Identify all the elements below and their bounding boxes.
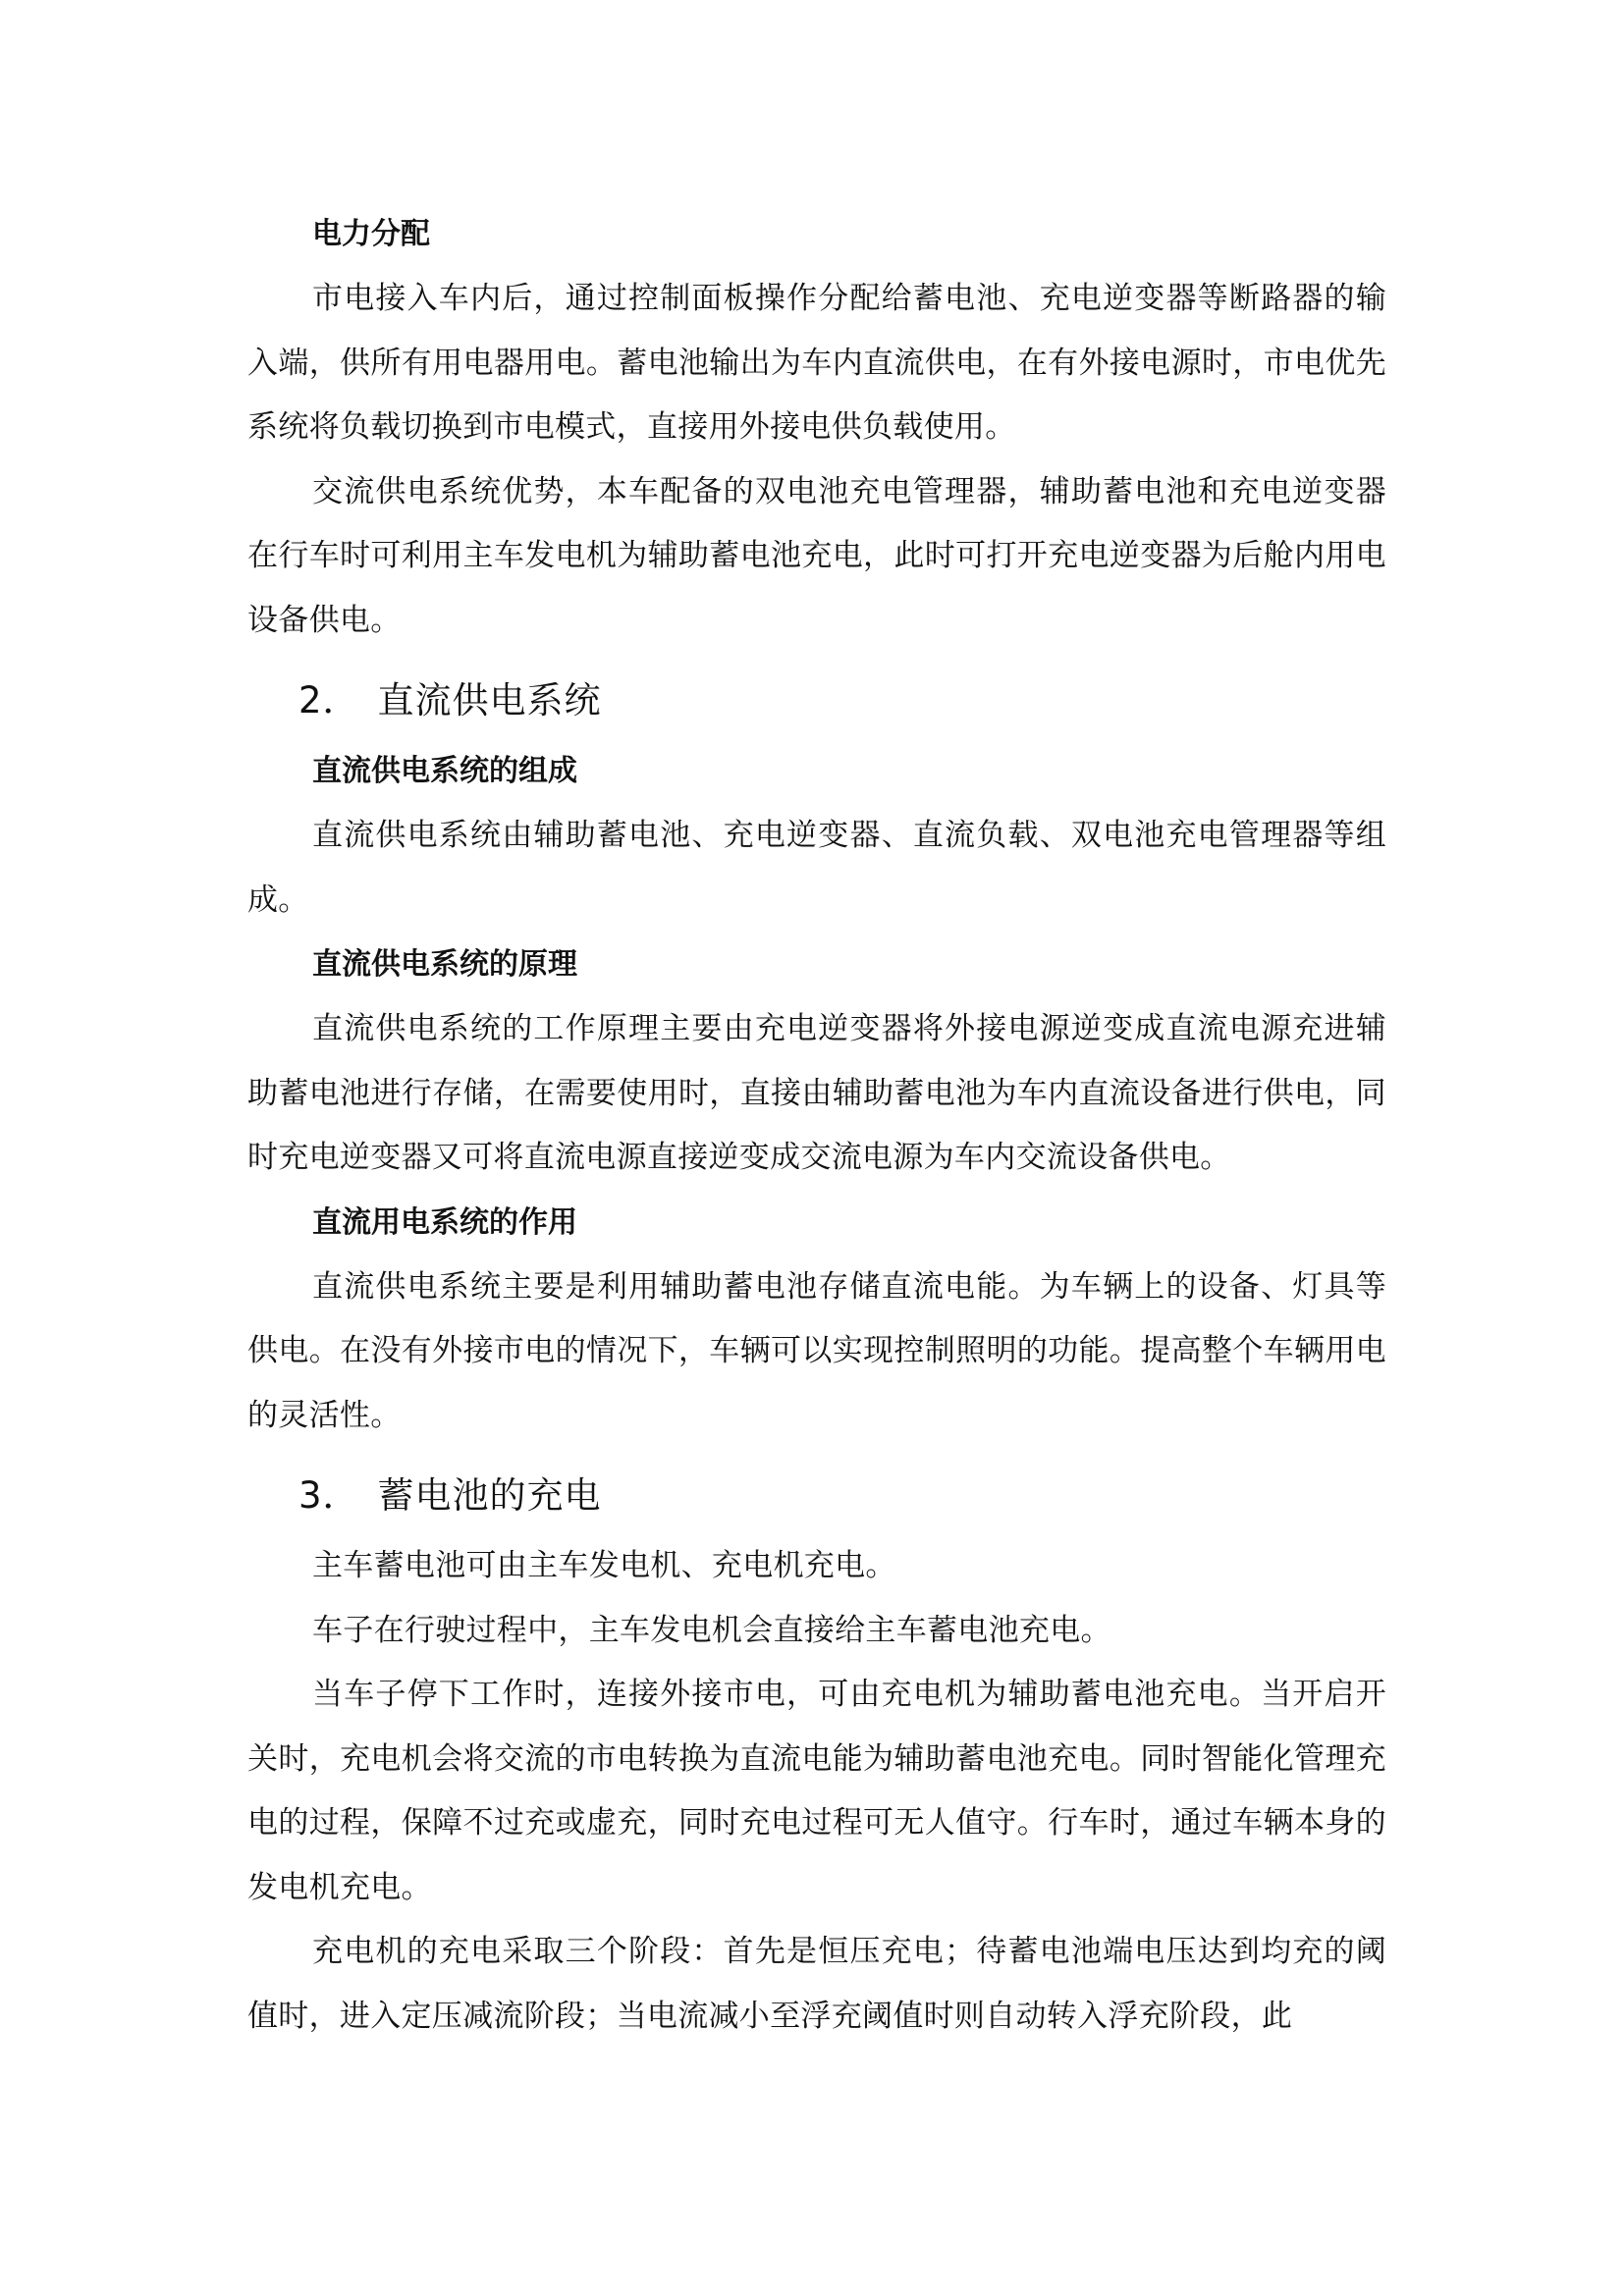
subheading-dc-composition: 直流供电系统的组成	[312, 754, 577, 788]
paragraph-main-battery: 主车蓄电池可由主车发电机、充电机充电。	[312, 1548, 896, 1583]
document-page	[247, 202, 1386, 2049]
paragraph-dc-composition: 直流供电系统由辅助蓄电池、充电逆变器、直流负载、双电池充电管理器等组成。	[247, 818, 1386, 918]
subheading-power-distribution: 电力分配	[312, 217, 430, 251]
paragraph-driving-charge: 车子在行驶过程中，主车发电机会直接给主车蓄电池充电。	[312, 1612, 1111, 1648]
section-title-text: 蓄电池的充电	[377, 1474, 602, 1517]
paragraph-dc-principle: 直流供电系统的工作原理主要由充电逆变器将外接电源逆变成直流电源充进辅助蓄电池进行存储，在需要使用时，直接由辅助蓄电池为车内直流设备进行供电，同时充电逆变器又可将直流电源直接逆变成交流电源为车内交流设备供电。	[247, 1011, 1386, 1175]
section-title-dc-supply	[247, 676, 1386, 725]
section-number: 3．	[298, 1474, 360, 1517]
section-title-text: 直流供电系统	[377, 679, 602, 721]
paragraph-ac-advantage: 交流供电系统优势，本车配备的双电池充电管理器，辅助蓄电池和充电逆变器在行车时可利用主车发电机为辅助蓄电池充电，此时可打开充电逆变器为后舱内用电设备供电。	[247, 473, 1386, 638]
paragraph-charge-stages: 充电机的充电采取三个阶段：首先是恒压充电；待蓄电池端电压达到均充的阈值时，进入定压减流阶段；当电流减小至浮充阈值时则自动转入浮充阶段，此	[247, 1934, 1386, 2034]
paragraph-power-distribution: 市电接入车内后，通过控制面板操作分配给蓄电池、充电逆变器等断路器的输入端，供所有用电器用电。蓄电池输出为车内直流供电，在有外接电源时，市电优先系统将负载切换到市电模式，直接用外接电供负载使用。	[247, 281, 1386, 445]
section-title-battery-charging	[247, 1471, 1386, 1521]
section-number: 2．	[298, 679, 360, 721]
paragraph-dc-function: 直流供电系统主要是利用辅助蓄电池存储直流电能。为车辆上的设备、灯具等供电。在没有外接市电的情况下，车辆可以实现控制照明的功能。提高整个车辆用电的灵活性。	[247, 1268, 1386, 1433]
paragraph-parked-charge: 当车子停下工作时，连接外接市电，可由充电机为辅助蓄电池充电。当开启开关时，充电机会将交流的市电转换为直流电能为辅助蓄电池充电。同时智能化管理充电的过程，保障不过充或虚充，同时充电过程可无人值守。行车时，通过车辆本身的发电机充电。	[247, 1677, 1386, 1905]
subheading-dc-function: 直流用电系统的作用	[312, 1204, 577, 1240]
subheading-dc-principle: 直流供电系统的原理	[312, 947, 577, 982]
